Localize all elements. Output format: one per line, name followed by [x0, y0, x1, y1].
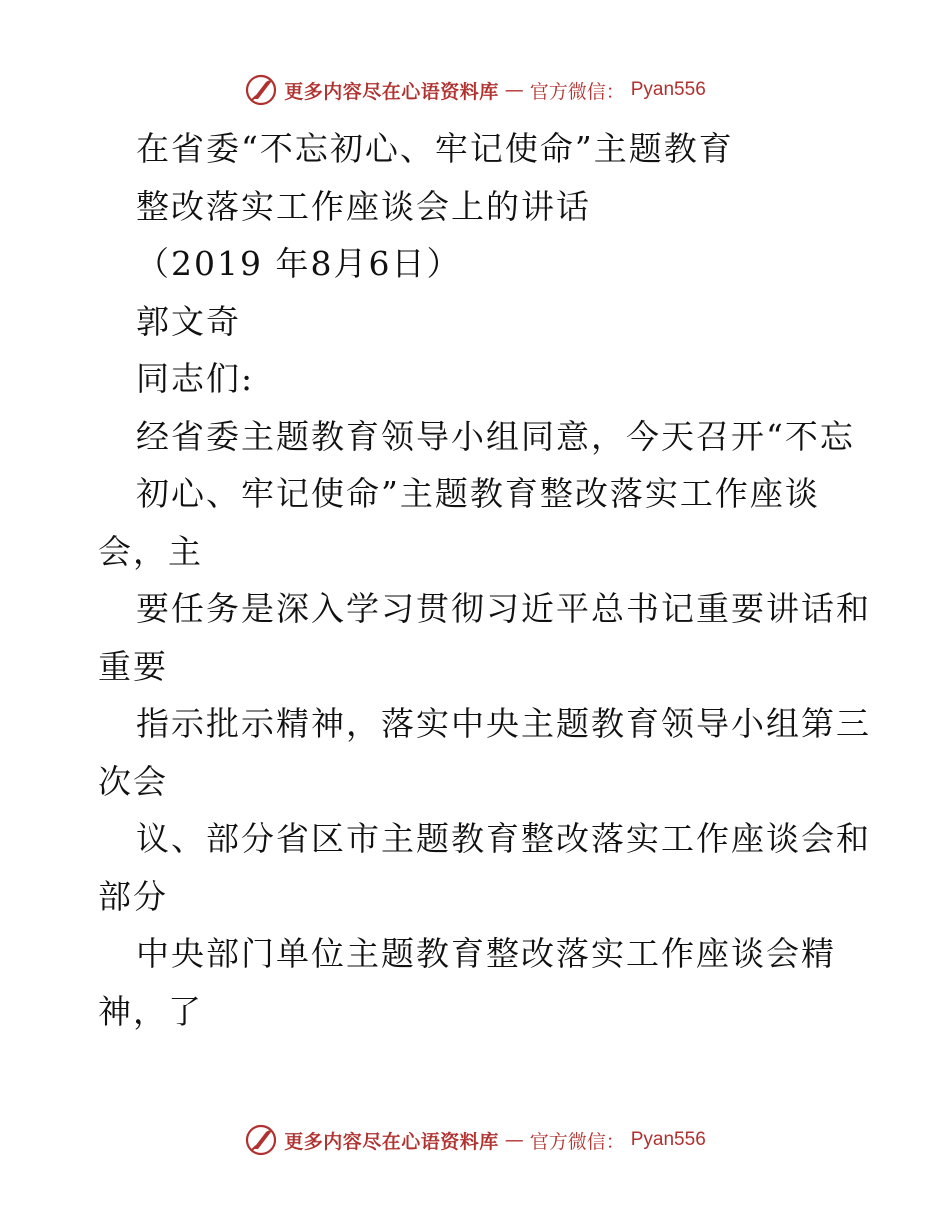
- banner-slogan: 更多内容尽在心语资料库: [284, 80, 499, 103]
- paragraph-line: 部分: [98, 876, 168, 916]
- banner-wechat-label: 官方微信：: [529, 80, 625, 103]
- header-banner: [0, 70, 950, 110]
- banner-separator: —: [504, 1129, 524, 1151]
- paragraph-line: 中央部门单位主题教育整改落实工作座谈会精: [136, 934, 836, 973]
- banner-slogan: 更多内容尽在心语资料库: [284, 1130, 499, 1153]
- paragraph-line: 初心、牢记使命”主题教育整改落实工作座谈: [136, 474, 820, 513]
- quill-pen-logo-icon: [244, 1123, 278, 1157]
- paragraph-line: 次会: [98, 761, 168, 801]
- banner-separator: —: [504, 79, 524, 101]
- banner-wechat-id: Pyan556: [630, 79, 706, 100]
- title-line-1: 在省委“不忘初心、牢记使命”主题教育: [136, 129, 734, 168]
- paragraph-line: 指示批示精神，落实中央主题教育领导小组第三: [136, 704, 871, 743]
- quill-pen-logo-icon: [244, 73, 278, 107]
- banner-wechat-id: Pyan556: [630, 1129, 706, 1150]
- date-line: （2019 年8月6日）: [136, 244, 462, 283]
- title-line-2: 整改落实工作座谈会上的讲话: [136, 186, 591, 226]
- paragraph-line: 经省委主题教育领导小组同意，今天召开“不忘: [136, 416, 855, 456]
- paragraph-line: 会，主: [98, 531, 203, 571]
- paragraph-line: 要任务是深入学习贯彻习近平总书记重要讲话和: [136, 589, 871, 628]
- salutation-line: 同志们:: [136, 359, 255, 398]
- footer-banner: [0, 1120, 950, 1160]
- author-line: 郭文奇: [136, 301, 241, 341]
- banner-wechat-label: 官方微信：: [529, 1130, 625, 1153]
- document-body: [98, 120, 878, 1040]
- paragraph-line: 神，了: [98, 991, 203, 1031]
- paragraph-line: 重要: [98, 646, 168, 686]
- paragraph-line: 议、部分省区市主题教育整改落实工作座谈会和: [136, 819, 871, 858]
